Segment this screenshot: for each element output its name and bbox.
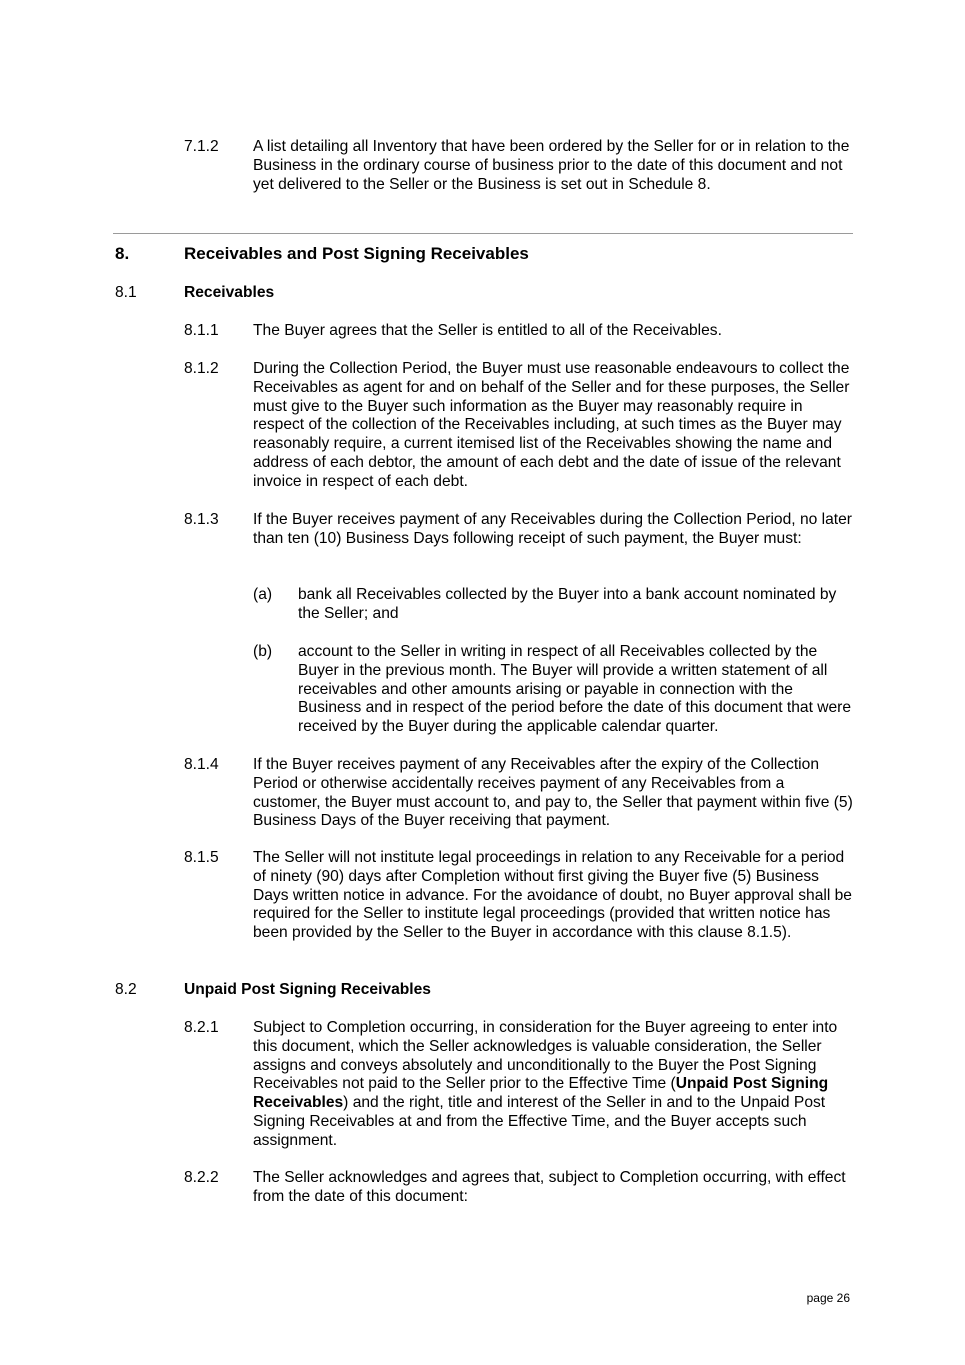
clause-number: 8.1.3	[184, 511, 219, 528]
clause-text: If the Buyer receives payment of any Receivables during the Collection Period, no later than ten (10) Business Days following receipt of such payment, the Buyer must:	[253, 511, 852, 547]
clause-text: During the Collection Period, the Buyer must use reasonable endeavours to collect the Receivables as agent for and on behalf of the Seller and for these purposes, the Seller must give to the Buyer such information as the Buyer may reasonably require in respect of the collection of the Receivables including, at such times as the Buyer may reasonably require, a current itemised list of the Receivables showing the name and address of each debtor, the amount of each debt and the date of issue of the relevant invoice in respect of each debt.	[253, 360, 850, 490]
clause-number: 8.1.2	[184, 360, 219, 377]
clause-number: 8.1.1	[184, 322, 219, 339]
clause-text	[253, 1019, 854, 1151]
section-number: 8.	[115, 244, 130, 263]
clause-text-part: ) and the right, title and interest of the Seller in and to the Unpaid Post Signing Receivables at and from the Effective Time, and the Buyer accepts such assignment.	[253, 1094, 826, 1149]
clause-text: The Seller acknowledges and agrees that, subject to Completion occurring, with effect from the date of this document:	[253, 1169, 846, 1205]
clause-text: If the Buyer receives payment of any Receivables after the expiry of the Collection Period or otherwise accidentally receives payment of any Receivables from a customer, the Buyer must account to, and pay to, the Seller that payment within five (5) Business Days of the Buyer receiving that payment.	[253, 756, 853, 830]
clause-number: 8.2.1	[184, 1019, 219, 1036]
subsection-title: Unpaid Post Signing Receivables	[184, 981, 431, 998]
sub-item-label: (b)	[253, 643, 273, 660]
clause-number: 8.1.4	[184, 756, 219, 773]
clause-number: 7.1.2	[184, 138, 219, 155]
section-title: Receivables and Post Signing Receivables	[184, 244, 529, 263]
subsection-number: 8.1	[115, 284, 137, 301]
sub-item-label: (a)	[253, 586, 273, 603]
defined-term: Unpaid Post Signing Receivables	[253, 1075, 829, 1112]
clause-number: 8.2.2	[184, 1169, 219, 1186]
page-number: page 26	[806, 1291, 850, 1305]
clause-text: A list detailing all Inventory that have been ordered by the Seller for or in relation to the Business in the ordinary course of business prior to the date of this document and not yet delivered to the Seller or the Business is set out in Schedule 8.	[253, 138, 850, 193]
clause-text-part: Subject to Completion occurring, in consideration for the Buyer agreeing to enter into this document, which the Seller acknowledges is valuable consideration, the Seller assigns and conveys absolutely and unconditionally to the Buyer the Post Signing Receivables not paid to the Seller prior to the Effective Time (	[253, 1019, 838, 1093]
clause-text: The Seller will not institute legal proceedings in relation to any Receivable for a period of ninety (90) days after Completion without first giving the Buyer five (5) Business Days written notice in advance. For the avoidance of doubt, no Buyer approval shall be required for the Seller to institute legal proceedings (provided that written notice has been provided by the Seller to the Buyer in accordance with this clause 8.1.5).	[253, 849, 852, 942]
clause-number: 8.1.5	[184, 849, 219, 866]
clause-text: The Buyer agrees that the Seller is entitled to all of the Receivables.	[253, 322, 722, 339]
sub-item-text: account to the Seller in writing in respect of all Receivables collected by the Buyer in the previous month. The Buyer will provide a written statement of all receivables and other amounts arising or payable in connection with the Business and in respect of the period before the date of this document that were received by the Buyer during the applicable calendar quarter.	[298, 643, 852, 736]
subsection-title: Receivables	[184, 284, 275, 301]
subsection-number: 8.2	[115, 981, 137, 998]
sub-item-text: bank all Receivables collected by the Buyer into a bank account nominated by the Seller; and	[298, 586, 837, 622]
section-divider	[113, 233, 853, 234]
